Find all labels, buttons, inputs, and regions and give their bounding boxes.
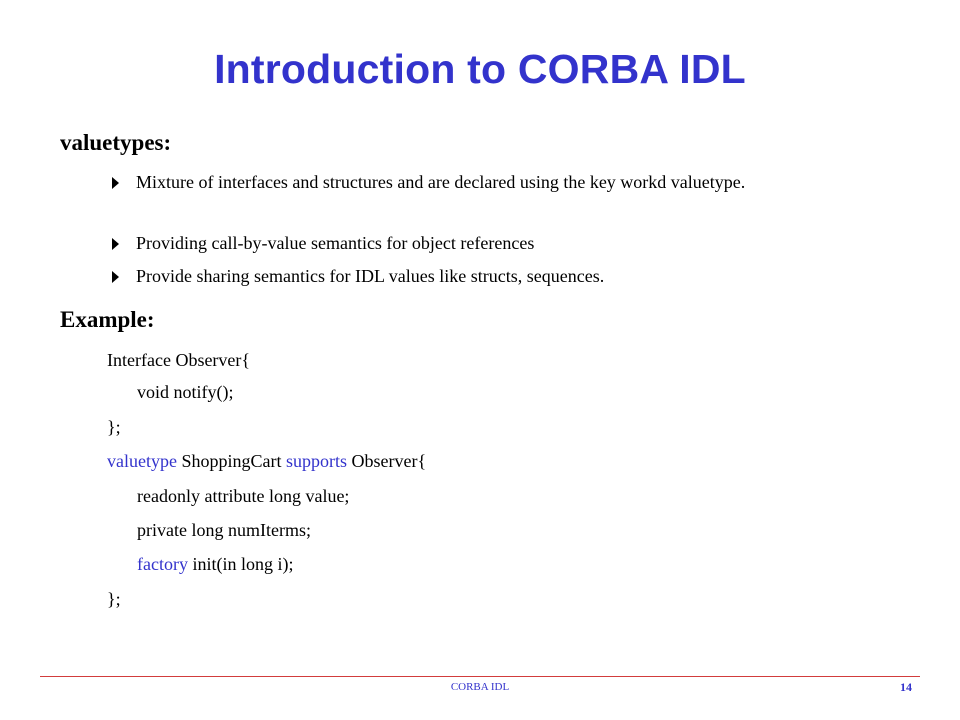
bullet-arrow-icon [112,238,119,250]
code-keyword: supports [286,451,348,471]
bullet-text: Mixture of interfaces and structures and are declared using the key workd valuetype. [136,172,746,192]
code-keyword: valuetype [107,451,177,471]
code-line: private long numIterms; [137,520,311,540]
bullet-arrow-icon [112,177,119,189]
code-line: }; [107,417,121,437]
code-keyword: factory [137,554,188,574]
bullet-text: Provide sharing semantics for IDL values like structs, sequences. [136,266,605,286]
code-text: ShoppingCart [176,451,286,471]
code-line [107,449,426,473]
slide-title: Introduction to CORBA IDL [214,46,746,92]
code-line: Interface Observer{ [107,350,251,370]
bullet-item [112,262,872,291]
code-line: }; [107,589,121,609]
page-number: 14 [900,680,912,694]
bullet-arrow-icon [112,271,119,283]
code-line: readonly attribute long value; [137,486,350,506]
code-line [137,552,293,576]
code-text: init(in long i); [187,554,294,574]
code-text: Observer{ [347,451,427,471]
section-heading-example: Example: [60,307,155,332]
bullet-item [112,168,872,197]
bullet-text: Providing call-by-value semantics for object references [136,233,535,253]
footer-divider [40,676,920,677]
section-heading-valuetypes: valuetypes: [60,130,172,155]
code-line: void notify(); [137,382,234,402]
footer-title: CORBA IDL [450,681,510,693]
bullet-item [112,229,872,258]
